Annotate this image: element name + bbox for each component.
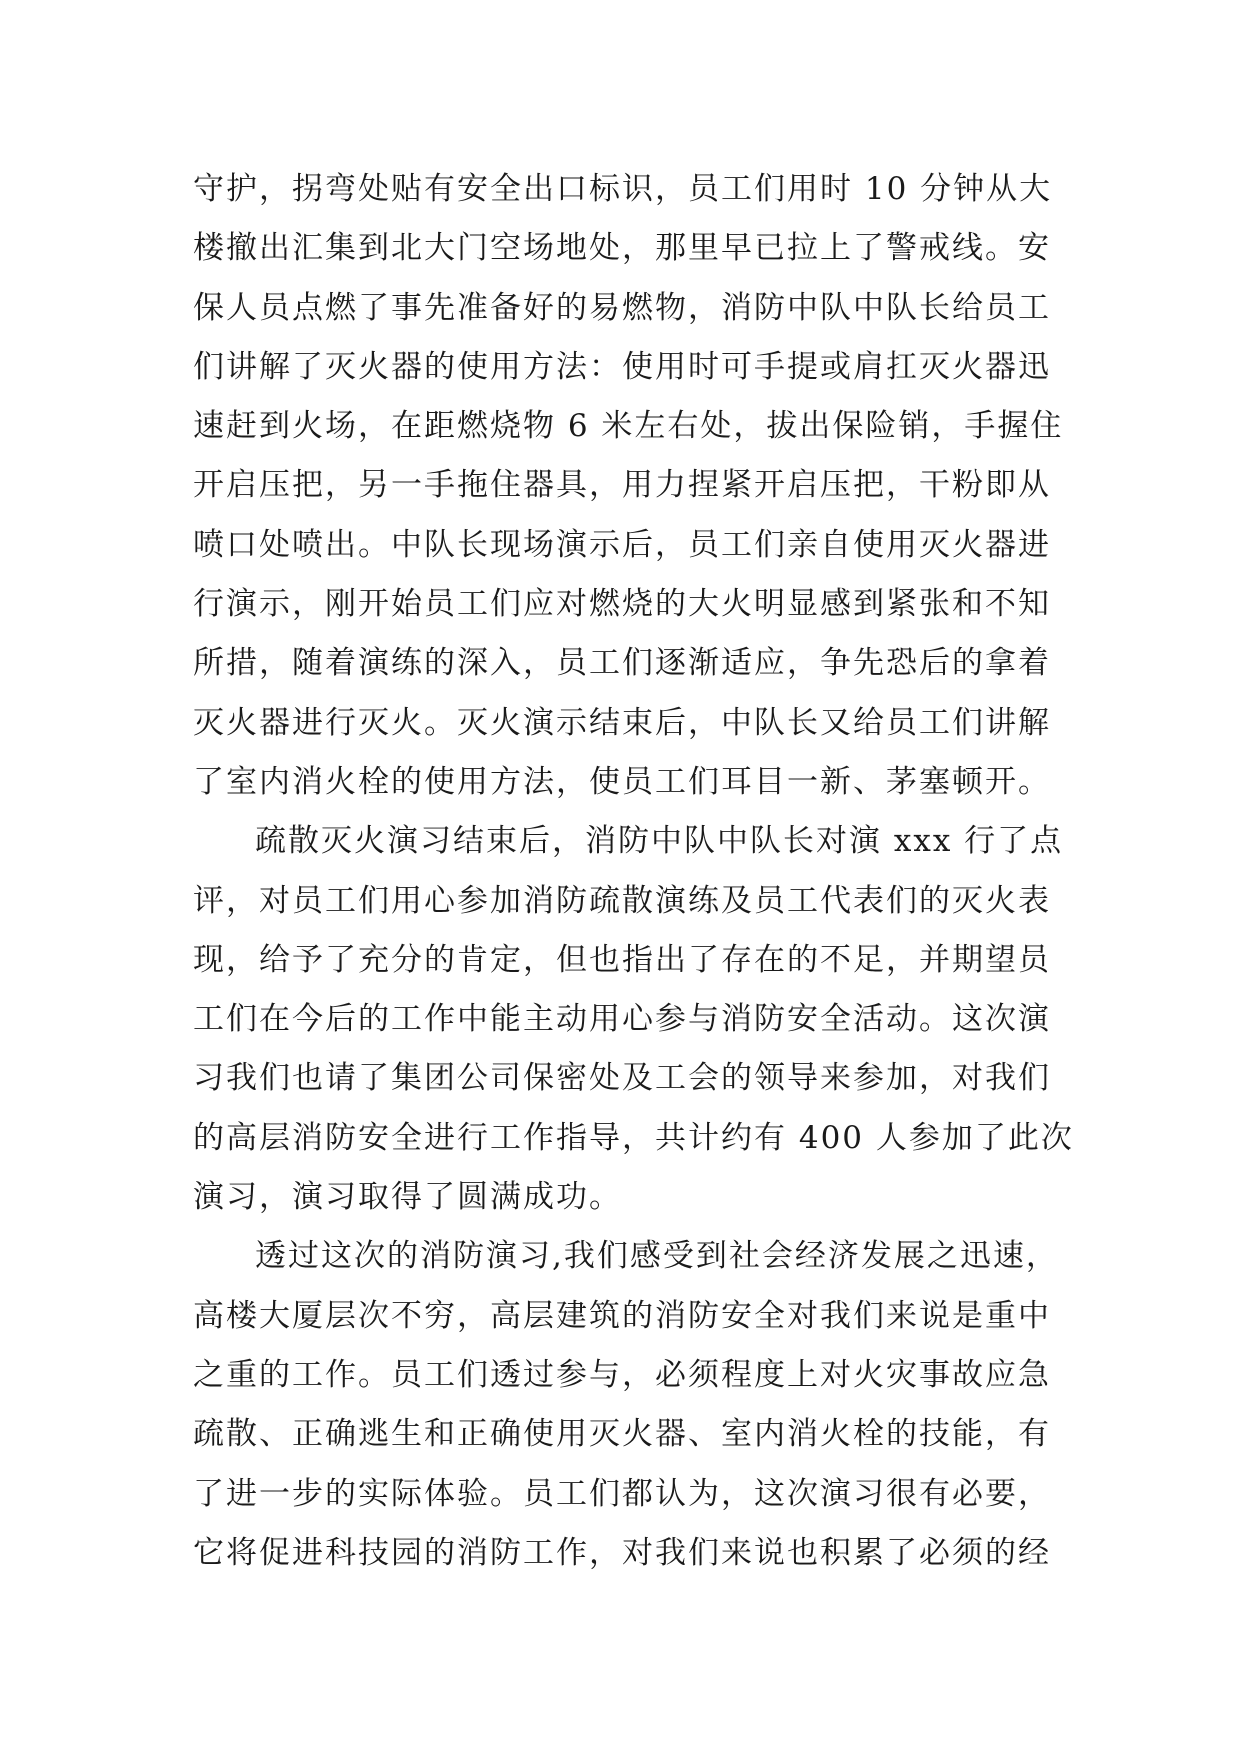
- text-line: 现，给予了充分的肯定，但也指出了存在的不足，并期望员: [193, 941, 1051, 978]
- text-line: 速赶到火场，在距燃烧物 6 米左右处，拔出保险销，手握住: [193, 408, 1064, 445]
- text-line: 守护，拐弯处贴有安全出口标识，员工们用时 10 分钟从大: [193, 171, 1053, 207]
- text-line: 习我们也请了集团公司保密处及工会的领导来参加，对我们: [193, 1060, 1051, 1097]
- text-line: 工们在今后的工作中能主动用心参与消防安全活动。这次演: [193, 1001, 1051, 1038]
- text-line: 喷口处喷出。中队长现场演示后，员工们亲自使用灭火器进: [193, 526, 1051, 563]
- text-line: 疏散、正确逃生和正确使用灭火器、室内消火栓的技能，有: [193, 1416, 1051, 1453]
- text-line: 评，对员工们用心参加消防疏散演练及员工代表们的灭火表: [193, 882, 1051, 919]
- text-line: 保人员点燃了事先准备好的易燃物，消防中队中队长给员工: [193, 289, 1051, 326]
- text-line: 之重的工作。员工们透过参与，必须程度上对火灾事故应急: [193, 1356, 1051, 1393]
- paragraph-start-line: 透过这次的消防演习,我们感受到社会经济发展之迅速，: [255, 1238, 1059, 1275]
- text-line: 它将促进科技园的消防工作，对我们来说也积累了必须的经: [193, 1534, 1051, 1571]
- text-line: 高楼大厦层次不穷，高层建筑的消防安全对我们来说是重中: [193, 1297, 1051, 1334]
- text-line: 开启压把，另一手拖住器具，用力捏紧开启压把，干粉即从: [193, 467, 1051, 504]
- text-line: 灭火器进行灭火。灭火演示结束后，中队长又给员工们讲解: [193, 704, 1051, 741]
- text-line: 演习，演习取得了圆满成功。: [193, 1179, 622, 1216]
- text-line: 了室内消火栓的使用方法，使员工们耳目一新、茅塞顿开。: [193, 763, 1051, 800]
- paragraph-start-line: 疏散灭火演习结束后，消防中队中队长对演 xxx 行了点: [255, 823, 1064, 860]
- text-line: 们讲解了灭火器的使用方法：使用时可手提或肩扛灭火器迅: [193, 348, 1051, 385]
- text-line: 的高层消防安全进行工作指导，共计约有 400 人参加了此次: [193, 1119, 1074, 1156]
- text-line: 所措，随着演练的深入，员工们逐渐适应，争先恐后的拿着: [193, 645, 1051, 682]
- body-text: [193, 160, 1074, 1583]
- text-line: 了进一步的实际体验。员工们都认为，这次演习很有必要，: [193, 1475, 1051, 1512]
- text-line: 行演示，刚开始员工们应对燃烧的大火明显感到紧张和不知: [193, 586, 1051, 623]
- text-line: 楼撤出汇集到北大门空场地处，那里早已拉上了警戒线。安: [193, 230, 1051, 267]
